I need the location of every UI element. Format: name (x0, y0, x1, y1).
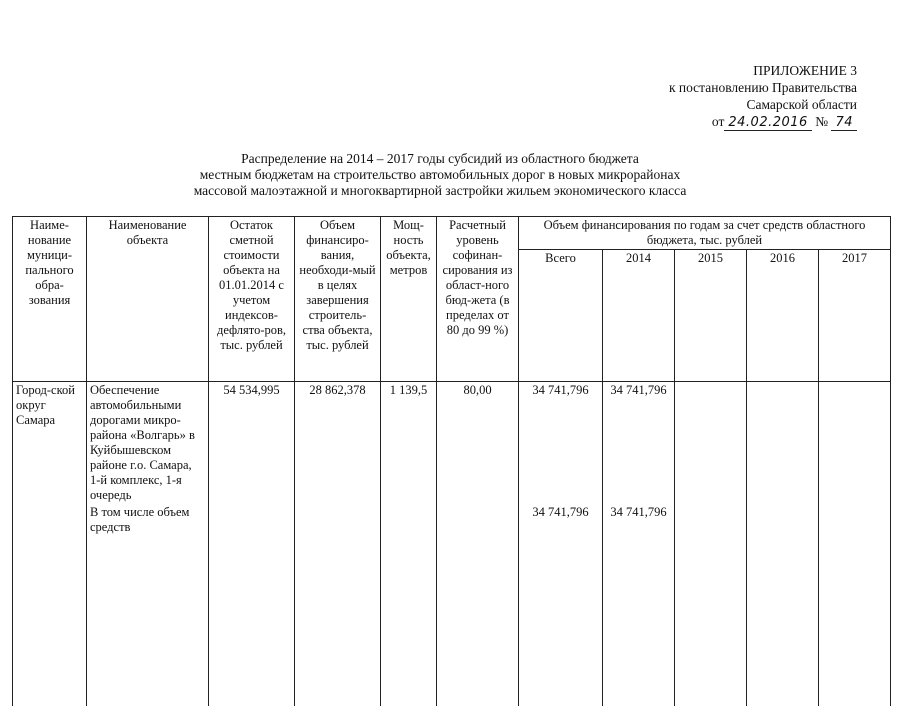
appendix-block (669, 62, 857, 131)
header-object-name: Наименование объекта (87, 217, 209, 382)
document-title-line-2: местным бюджетам на строительство автомобильных дорог в новых микрорайонах (199, 167, 681, 182)
header-cofinancing-level: Расчетный уровень софинан-сирования из област-ного бюд-жета (в пределах от 80 до 99 %) (437, 217, 519, 382)
cell-2014: 34 741,796 (603, 504, 675, 706)
header-capacity: Мощ-ность объекта, метров (381, 217, 437, 382)
table-row (13, 382, 891, 505)
cell-2017 (819, 504, 891, 706)
cell-2014: 34 741,796 (603, 382, 675, 505)
document-title-line-1: Распределение на 2014 – 2017 годы субсидий из областного бюджета (241, 151, 639, 166)
header-2014: 2014 (603, 250, 675, 382)
header-total: Всего (519, 250, 603, 382)
number-prefix: № (815, 114, 829, 129)
table-row (13, 504, 891, 706)
cell-object-name: Обеспечение автомобильными дорогами микро-района «Волгарь» в Куйбышевском районе г.о. Самара, 1-й комплекс, 1-я очередь (87, 382, 209, 505)
cell-financing-volume (295, 504, 381, 706)
number-value: 74 (831, 115, 857, 131)
cell-capacity: 1 139,5 (381, 382, 437, 505)
cell-2015 (675, 382, 747, 505)
date-prefix: от (711, 114, 725, 129)
cell-total: 34 741,796 (519, 504, 603, 706)
cell-remaining-cost (209, 504, 295, 706)
cell-cofinancing-level (437, 504, 519, 706)
cell-financing-volume: 28 862,378 (295, 382, 381, 505)
cell-cofinancing-level: 80,00 (437, 382, 519, 505)
cell-2016 (747, 504, 819, 706)
date-value: 24.02.2016 (724, 115, 811, 131)
document-title-line-3: массовой малоэтажной и многоквартирной застройки жильем экономического класса (193, 183, 687, 198)
cell-2017 (819, 382, 891, 505)
cell-total: 34 741,796 (519, 382, 603, 505)
header-remaining-cost: Остаток сметной стоимости объекта на 01.01.2014 с учетом индексов-дефлято-ров, тыс. рублей (209, 217, 295, 382)
cell-capacity (381, 504, 437, 706)
header-2017: 2017 (819, 250, 891, 382)
header-funding-group: Объем финансирования по годам за счет средств областного бюджета, тыс. рублей (519, 217, 891, 250)
header-municipality: Наиме-нование муници-пального обра-зования (13, 217, 87, 382)
header-financing-volume: Объем финансиро-вания, необходи-мый в целях завершения строитель-ства объекта, тыс. рублей (295, 217, 381, 382)
document-title (120, 151, 760, 199)
header-2016: 2016 (747, 250, 819, 382)
cell-object-name: В том числе объем средств (87, 504, 209, 706)
subsidy-table (12, 216, 891, 706)
cell-municipality (13, 504, 87, 706)
appendix-line-2: к постановлению Правительства (668, 80, 857, 95)
appendix-date-line (669, 113, 857, 131)
cell-remaining-cost: 54 534,995 (209, 382, 295, 505)
cell-2015 (675, 504, 747, 706)
header-2015: 2015 (675, 250, 747, 382)
appendix-title: ПРИЛОЖЕНИЕ 3 (753, 63, 857, 78)
appendix-line-3: Самарской области (746, 97, 857, 112)
cell-2016 (747, 382, 819, 505)
cell-municipality: Город-ской округ Самара (13, 382, 87, 505)
